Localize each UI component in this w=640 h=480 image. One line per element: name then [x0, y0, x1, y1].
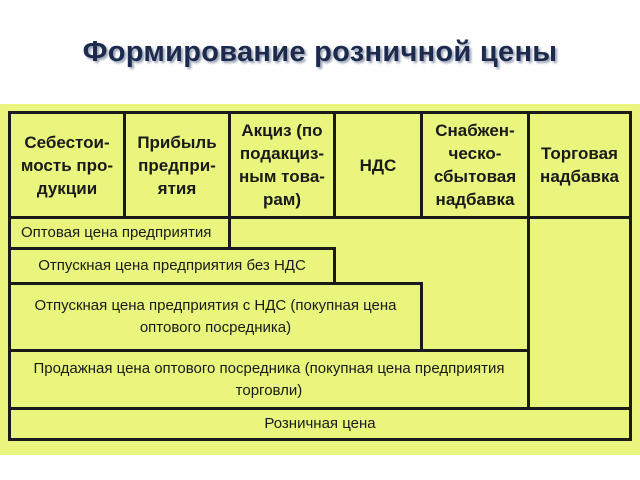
- price-structure-table: [8, 111, 632, 441]
- header-supply-markup-label: Снабжен- ческо- сбытовая надбавка: [433, 121, 517, 209]
- header-supply-markup: [420, 111, 530, 219]
- price-row-wholesale-intermediary: [8, 349, 530, 410]
- price-row-retail-label: Розничная цена: [264, 415, 376, 432]
- price-row-release-with-vat: [8, 282, 423, 352]
- price-row-retail: [8, 407, 632, 441]
- page-title: Формирование розничной цены: [82, 36, 558, 68]
- price-row-wholesale-intermediary-label: Продажная цена оптового посредника (покупная цена предприятия торговли): [33, 359, 505, 399]
- header-profit-label: Прибыль предпри- ятия: [137, 132, 217, 198]
- price-row-release-with-vat-label: Отпускная цена предприятия с НДС (покупная цена оптового посредника): [34, 297, 397, 336]
- header-trade-markup: [527, 111, 632, 219]
- header-cost: [8, 111, 126, 219]
- price-row-wholesale: [8, 216, 231, 250]
- price-row-wholesale-label: Оптовая цена предприятия: [21, 224, 212, 241]
- header-trade-markup-label: Торговая надбавка: [540, 144, 619, 186]
- header-vat-label: НДС: [359, 155, 397, 175]
- header-excise: [228, 111, 336, 219]
- header-excise-label: Акциз (по подакциз- ным това- рам): [239, 121, 325, 209]
- trade-markup-column: [527, 216, 632, 410]
- header-profit: [123, 111, 231, 219]
- price-row-release-no-vat-label: Отпускная цена предприятия без НДС: [38, 257, 306, 274]
- price-row-release-no-vat: [8, 247, 336, 285]
- header-cost-label: Себестои- мость про- дукции: [20, 132, 114, 198]
- header-vat: [333, 111, 423, 219]
